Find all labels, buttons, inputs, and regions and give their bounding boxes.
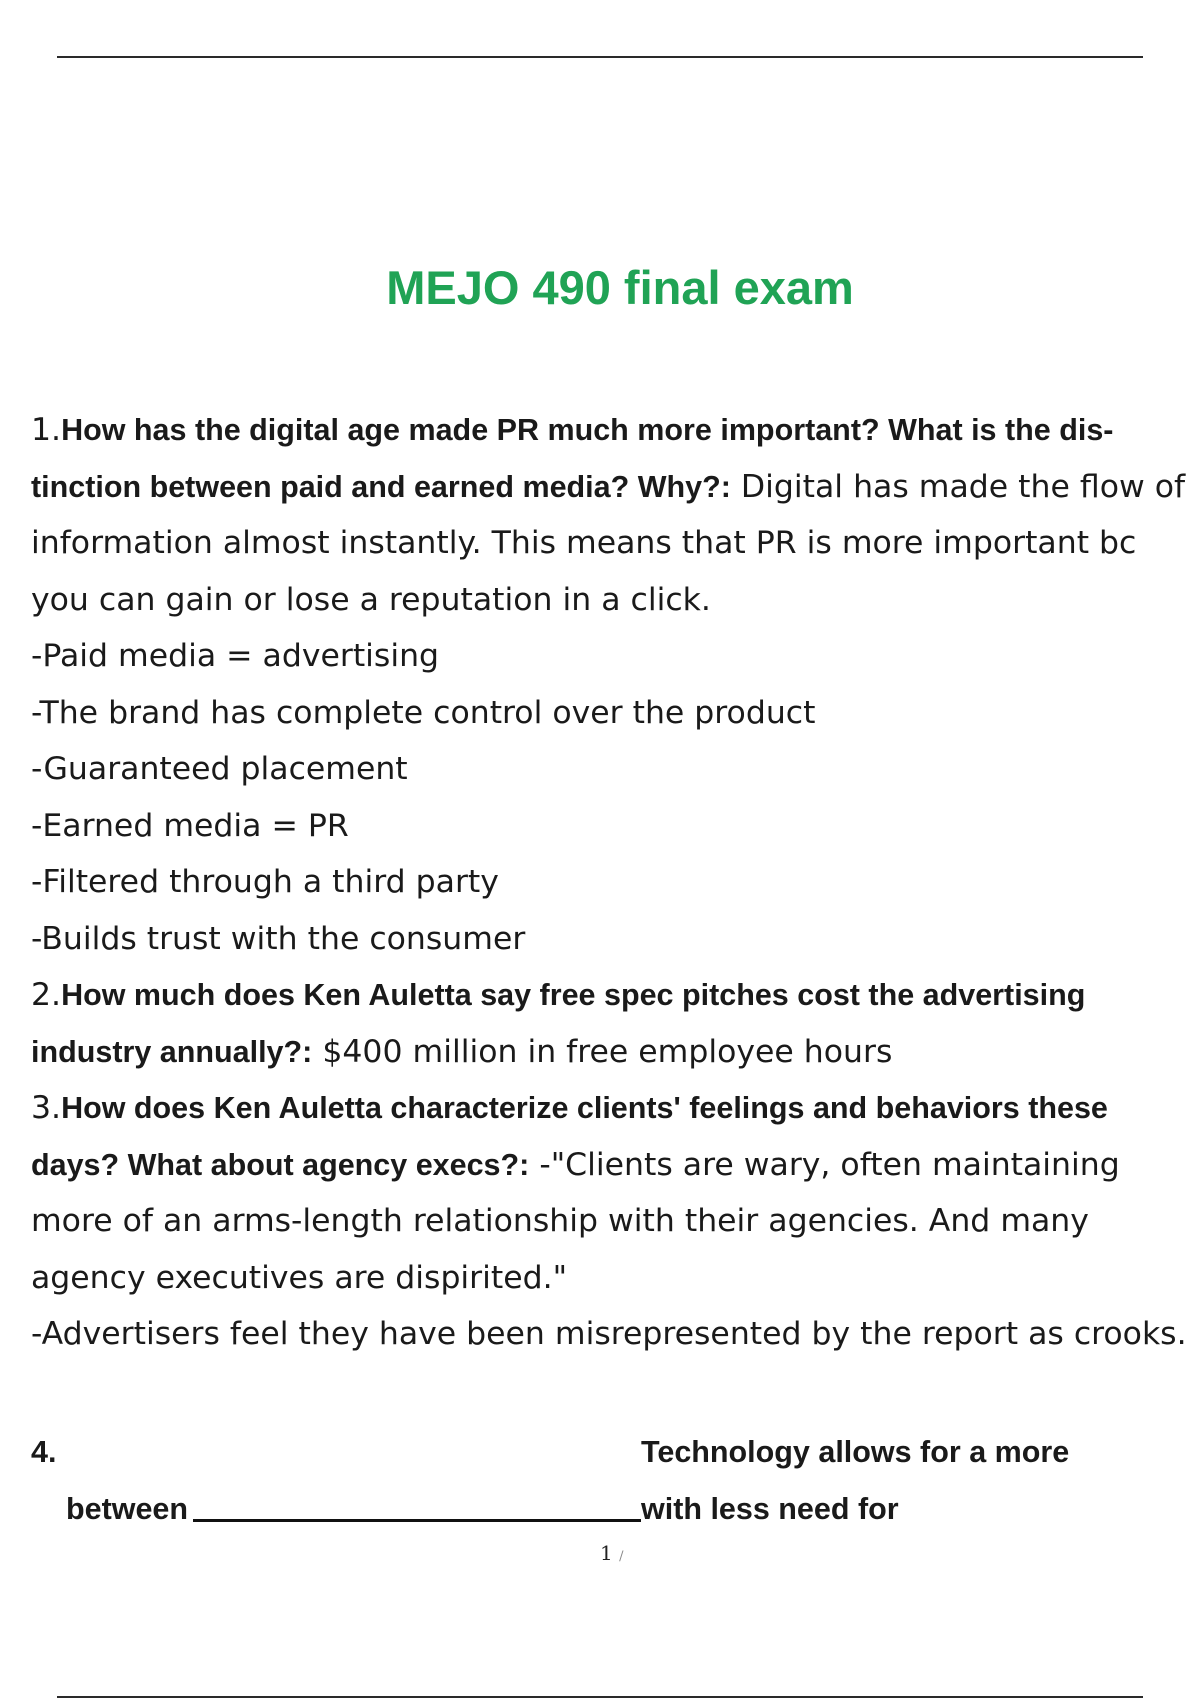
question-4	[31, 1424, 1191, 1544]
page-number	[600, 1541, 623, 1565]
list-item: -Filtered through a third party	[31, 864, 499, 900]
page-number-suffix: /	[619, 1549, 624, 1564]
list-item: -Guaranteed placement	[31, 751, 408, 787]
question-4-text-between: between	[66, 1492, 189, 1526]
question-2	[31, 967, 1191, 1080]
question-4-text-line-1: Technology allows for a more	[641, 1435, 1070, 1469]
bottom-rule	[57, 1696, 1143, 1698]
question-4-text-line-2: with less need for	[641, 1492, 899, 1526]
list-item: -Advertisers feel they have been misrepresented by the report as crooks.	[31, 1316, 1187, 1352]
list-item: -The brand has complete control over the product	[31, 694, 816, 731]
top-rule	[57, 56, 1143, 58]
list-item: -Builds trust with the consumer	[31, 920, 526, 957]
document-title: MEJO 490 final exam	[386, 261, 854, 314]
question-4-number: 4.	[31, 1435, 57, 1469]
question-2-answer: $400 million in free employee hours	[312, 1033, 893, 1070]
question-3-text: How does Ken Auletta characterize clients' feelings and behaviors these days? What about agency execs?:	[31, 1091, 1108, 1182]
list-item: -Paid media = advertising	[31, 638, 440, 674]
question-2-number: 2.	[31, 977, 62, 1013]
question-2-text: How much does Ken Auletta say free spec pitches cost the advertising industry annually?:	[31, 978, 1086, 1069]
question-3-number: 3.	[31, 1090, 62, 1126]
question-3-answer: -"Clients are wary, often maintaining more of an arms-length relationship with their agencies. And many agency executives are dispirited."	[31, 1146, 1120, 1296]
list-item: -Earned media = PR	[31, 807, 349, 844]
fill-in-blank-line	[193, 1519, 641, 1522]
question-1	[31, 402, 1191, 628]
page-number-value: 1	[600, 1541, 613, 1565]
question-1-answer: Digital has made the flow of information almost instantly. This means that PR is more important bc you can gain or lose a reputation in a click.	[31, 468, 1186, 618]
question-1-number: 1.	[31, 412, 62, 448]
question-3	[31, 1080, 1191, 1306]
question-1-text: How has the digital age made PR much more important? What is the dis-tinction between paid and earned media? Why?:	[31, 413, 1114, 504]
document-body	[31, 402, 1191, 1363]
